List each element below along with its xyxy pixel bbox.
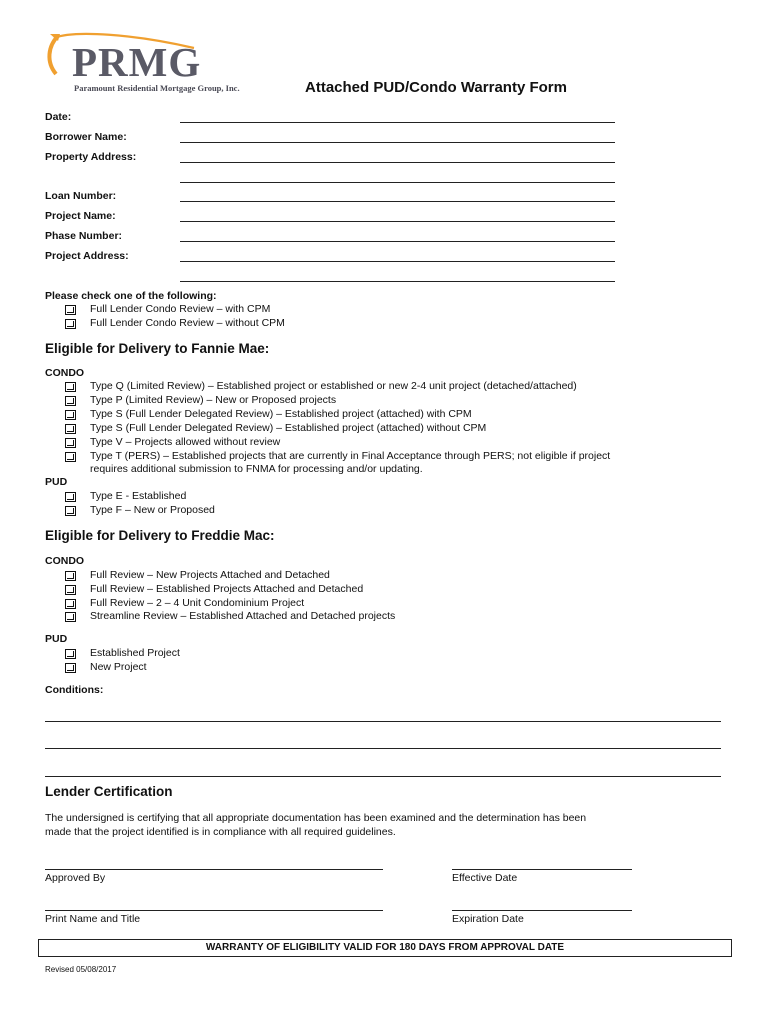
freddie-established-label: Established Project [90,647,180,659]
certification-text-line-1: The undersigned is certifying that all appropriate documentation has been examined and the determination has been [45,812,587,824]
borrower-name-field[interactable] [180,142,615,143]
effective-date-label: Effective Date [452,872,518,884]
certification-heading: Lender Certification [45,784,173,799]
date-field[interactable] [180,122,615,123]
check-prompt: Please check one of the following: [45,290,217,302]
property-address-field[interactable] [180,162,615,163]
logo-subtitle: Paramount Residential Mortgage Group, Inc. [74,83,240,93]
fannie-type-q-checkbox[interactable] [65,382,76,392]
print-name-label: Print Name and Title [45,913,141,925]
freddie-full-new-label: Full Review – New Projects Attached and Detached [90,569,330,581]
review-with-cpm-checkbox[interactable] [65,305,76,315]
freddie-full-established-checkbox[interactable] [65,585,76,595]
fannie-type-f-label: Type F – New or Proposed [90,504,215,516]
fannie-type-f-checkbox[interactable] [65,506,76,516]
freddie-pud-label: PUD [45,633,68,645]
fannie-type-e-checkbox[interactable] [65,492,76,502]
fannie-type-e-label: Type E - Established [90,490,187,502]
freddie-full-2-4-label: Full Review – 2 – 4 Unit Condominium Project [90,597,305,609]
effective-date-line[interactable] [452,869,632,870]
fannie-type-s-nocpm-checkbox[interactable] [65,424,76,434]
freddie-condo-label: CONDO [45,555,85,567]
fannie-type-s-cpm-label: Type S (Full Lender Delegated Review) – Established project (attached) with CPM [90,408,472,420]
freddie-streamline-label: Streamline Review – Established Attached and Detached projects [90,610,396,622]
fannie-type-q-label: Type Q (Limited Review) – Established project or established or new 2-4 unit project (detached/attached) [90,380,577,392]
conditions-line-1[interactable] [45,721,721,722]
fannie-type-t-label-cont: requires additional submission to FNMA for processing and/or updating. [90,463,423,475]
fannie-type-s-nocpm-label: Type S (Full Lender Delegated Review) – Established project (attached) without CPM [90,422,487,434]
property-address-label: Property Address: [45,151,137,163]
logo-name: PRMG [72,39,202,85]
phase-number-field[interactable] [180,241,615,242]
loan-number-label: Loan Number: [45,190,117,202]
fannie-type-v-checkbox[interactable] [65,438,76,448]
freddie-new-label: New Project [90,661,147,673]
property-address-field-2[interactable] [180,182,615,183]
review-without-cpm-label: Full Lender Condo Review – without CPM [90,317,285,329]
approved-by-line[interactable] [45,869,383,870]
loan-number-field[interactable] [180,201,615,202]
print-name-line[interactable] [45,910,383,911]
freddie-new-checkbox[interactable] [65,663,76,673]
prmg-logo [44,32,240,96]
project-name-label: Project Name: [45,210,116,222]
certification-text [45,811,715,839]
revised-date: Revised 05/08/2017 [45,965,117,974]
expiration-date-label: Expiration Date [452,913,524,925]
review-without-cpm-checkbox[interactable] [65,319,76,329]
review-with-cpm-label: Full Lender Condo Review – with CPM [90,303,271,315]
approved-by-label: Approved By [45,872,106,884]
certification-text-line-2: made that the project identified is in compliance with all required guidelines. [45,826,396,838]
form-title: Attached PUD/Condo Warranty Form [305,79,567,96]
project-name-field[interactable] [180,221,615,222]
project-address-field[interactable] [180,261,615,262]
fannie-condo-label: CONDO [45,367,85,379]
freddie-heading: Eligible for Delivery to Freddie Mac: [45,528,275,543]
borrower-name-label: Borrower Name: [45,131,127,143]
fannie-type-v-label: Type V – Projects allowed without review [90,436,281,448]
fannie-heading: Eligible for Delivery to Fannie Mae: [45,341,270,356]
project-address-label: Project Address: [45,250,129,262]
fannie-type-t-label: Type T (PERS) – Established projects that are currently in Final Acceptance through PERS; not eligible if project [90,450,611,462]
fannie-type-p-checkbox[interactable] [65,396,76,406]
freddie-established-checkbox[interactable] [65,649,76,659]
fannie-type-t-checkbox[interactable] [65,452,76,462]
conditions-line-2[interactable] [45,748,721,749]
freddie-streamline-checkbox[interactable] [65,612,76,622]
fannie-type-s-cpm-checkbox[interactable] [65,410,76,420]
date-label: Date: [45,111,72,123]
phase-number-label: Phase Number: [45,230,123,242]
conditions-label: Conditions: [45,684,104,696]
conditions-line-3[interactable] [45,776,721,777]
freddie-full-new-checkbox[interactable] [65,571,76,581]
fannie-pud-label: PUD [45,476,68,488]
freddie-full-2-4-checkbox[interactable] [65,599,76,609]
expiration-date-line[interactable] [452,910,632,911]
fannie-type-p-label: Type P (Limited Review) – New or Proposed projects [90,394,337,406]
freddie-full-established-label: Full Review – Established Projects Attached and Detached [90,583,364,595]
project-address-field-2[interactable] [180,281,615,282]
warranty-notice: WARRANTY OF ELIGIBILITY VALID FOR 180 DAYS FROM APPROVAL DATE [38,939,732,957]
